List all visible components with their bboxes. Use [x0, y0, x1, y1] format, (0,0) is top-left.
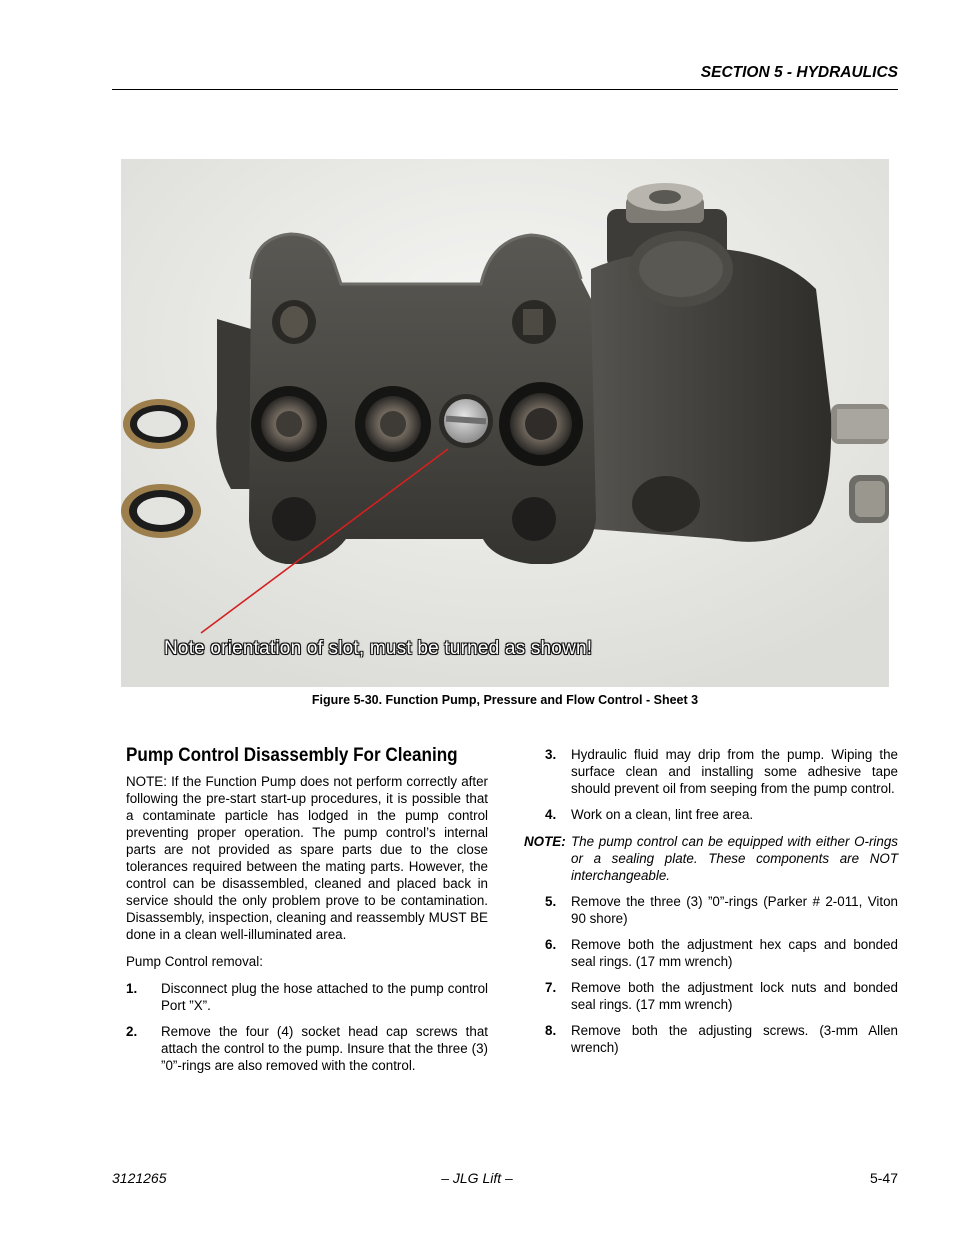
step-item	[524, 1022, 898, 1056]
step-text: Remove the four (4) socket head cap screws that attach the control to the pump. Insure that the three (3) ”0”-rings are also removed with the control.	[161, 1024, 488, 1073]
pump-control-illustration	[121, 159, 889, 687]
step-number: 7.	[545, 980, 557, 995]
step-item	[126, 1023, 488, 1074]
photo-note-label: Note orientation of slot, must be turned as shown!	[164, 638, 593, 659]
note-block	[524, 833, 898, 884]
step-text: Hydraulic fluid may drip from the pump. Wiping the surface clean and installing some adhesive tape should prevent oil from seeping from the pump control.	[571, 747, 898, 796]
intro-note-paragraph: NOTE: If the Function Pump does not perform correctly after following the pre-start start-up procedures, it is possible that a contaminate particle has lodged in the pump control preventing proper operation. The pump control’s internal parts are not provided as spare parts due to the close tolerances required between the mating parts. However, the control can be disassembled, cleaned and placed back in service should the only problem prove to be contamination. Disassembly, inspection, cleaning and reassembly MUST BE done in a clean well-illuminated area.	[126, 774, 488, 942]
step-item	[524, 746, 898, 797]
note-label: NOTE:	[524, 834, 566, 849]
step-text: Remove the three (3) ”0”-rings (Parker # 2-011, Viton 90 shore)	[571, 894, 898, 926]
step-item	[524, 936, 898, 970]
header-rule	[112, 89, 898, 90]
removal-label: Pump Control removal:	[126, 954, 263, 969]
note-text: The pump control can be equipped with either O-rings or a sealing plate. These components are NOT interchangeable.	[571, 834, 898, 883]
step-text: Disconnect plug the hose attached to the pump control Port ”X”.	[161, 981, 488, 1013]
left-column	[126, 745, 488, 1083]
step-text: Remove both the adjustment lock nuts and bonded seal rings. (17 mm wrench)	[571, 980, 898, 1012]
footer-page-number: 5-47	[869, 1170, 898, 1186]
step-item	[524, 893, 898, 927]
step-text: Remove both the adjusting screws. (3-mm Allen wrench)	[571, 1023, 898, 1055]
footer-doc-number: 3121265	[112, 1170, 167, 1186]
step-text: Remove both the adjustment hex caps and bonded seal rings. (17 mm wrench)	[571, 937, 898, 969]
step-number: 4.	[545, 807, 557, 822]
step-number: 5.	[545, 894, 557, 909]
right-column	[524, 746, 898, 1065]
step-number: 8.	[545, 1023, 557, 1038]
section-heading: Pump Control Disassembly For Cleaning	[126, 745, 458, 766]
step-number: 3.	[545, 747, 557, 762]
step-number: 6.	[545, 937, 557, 952]
footer-publisher: – JLG Lift –	[441, 1170, 513, 1186]
step-number: 1.	[126, 981, 138, 996]
valve-body	[216, 231, 831, 564]
figure-caption: Figure 5-30. Function Pump, Pressure and Flow Control - Sheet 3	[311, 693, 699, 707]
step-item	[524, 806, 898, 824]
step-item	[126, 980, 488, 1014]
step-number: 2.	[126, 1024, 138, 1039]
pump-control-photo	[121, 159, 889, 687]
step-item	[524, 979, 898, 1013]
step-text: Work on a clean, lint free area.	[571, 807, 754, 822]
section-header: SECTION 5 - HYDRAULICS	[700, 64, 898, 81]
